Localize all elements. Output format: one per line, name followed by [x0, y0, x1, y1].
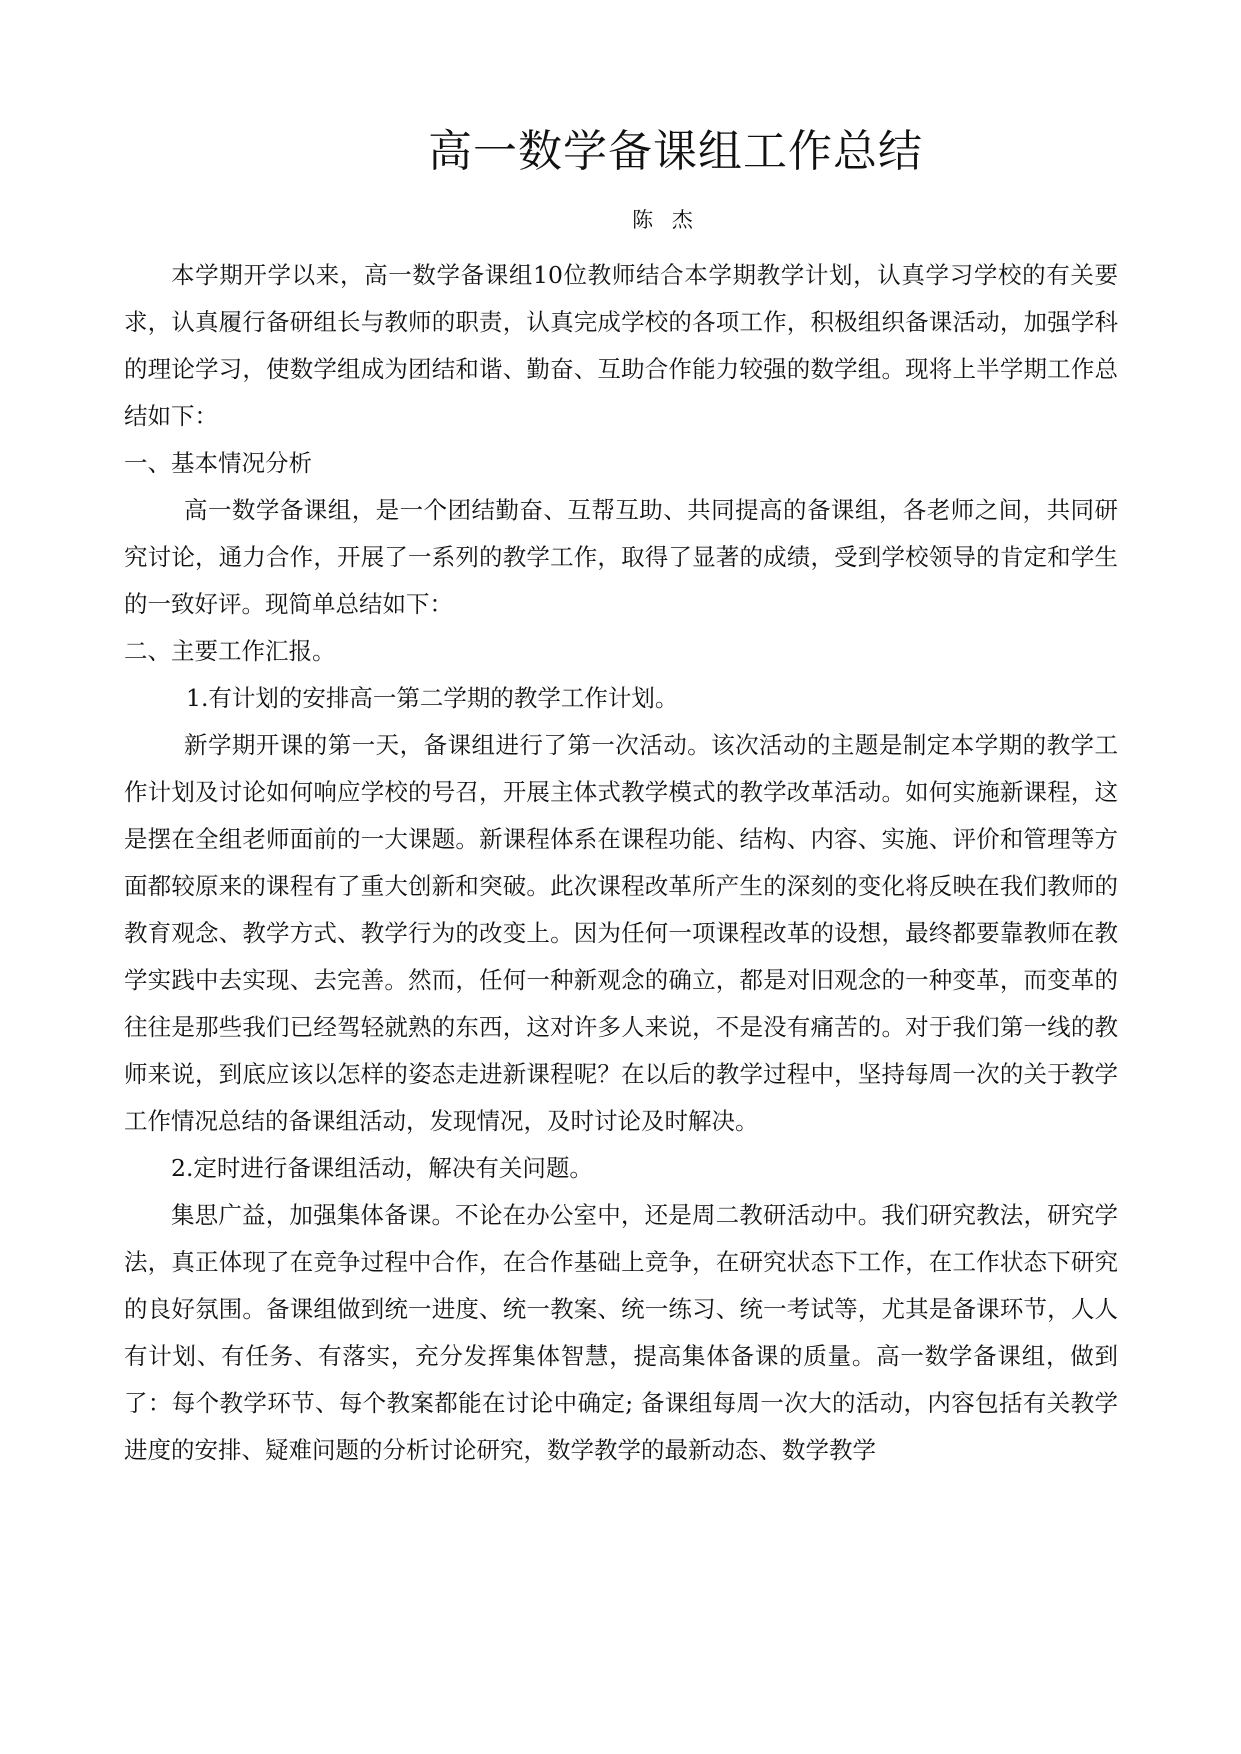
paragraph-basic-situation: 高一数学备课组，是一个团结勤奋、互帮互助、共同提高的备课组，各老师之间，共同研究讨论，通力合作，开展了一系列的教学工作，取得了显著的成绩，受到学校领导的肯定和学生的一致好评。现简单总结如下：: [124, 496, 1118, 618]
paragraph-plan: 新学期开课的第一天，备课组进行了第一次活动。该次活动的主题是制定本学期的教学工作计划及讨论如何响应学校的号召，开展主体式教学模式的教学改革活动。如何实施新课程，这是摆在全组老师面前的一大课题。新课程体系在课程功能、结构、内容、实施、评价和管理等方面都较原来的课程有了重大创新和突破。此次课程改革所产生的深刻的变化将反映在我们教师的教育观念、教学方式、教学行为的改变上。因为任何一项课程改革的设想，最终都要靠教师在教学实践中去实现、去完善。然而，任何一种新观念的确立，都是对旧观念的一种变革，而变革的往往是那些我们已经驾轻就熟的东西，这对许多人来说，不是没有痛苦的。对于我们第一线的教师来说，到底应该以怎样的姿态走进新课程呢？在以后的教学过程中，坚持每周一次的关于教学工作情况总结的备课组活动，发现情况，及时讨论及时解决。: [124, 731, 1118, 1135]
document-body: [124, 252, 1118, 1474]
document-author: 陈 杰: [632, 208, 699, 232]
paragraph-collective-prep: 集思广益，加强集体备课。不论在办公室中，还是周二教研活动中。我们研究教法，研究学法，真正体现了在竞争过程中合作，在合作基础上竞争，在研究状态下工作，在工作状态下研究的良好氛围。备课组做到统一进度、统一教案、统一练习、统一考试等，尤其是备课环节，人人有计划、有任务、有落实，充分发挥集体智慧，提高集体备课的质量。高一数学备课组，做到了：每个教学环节、每个教案都能在讨论中确定; 备课组每周一次大的活动，内容包括有关教学进度的安排、疑难问题的分析讨论研究，数学教学的最新动态、数学教学: [124, 1201, 1118, 1464]
subheading-2: 2.定时进行备课组活动，解决有关问题。: [171, 1154, 593, 1182]
section-heading-2: 二、主要工作汇报。: [124, 637, 336, 665]
section-heading-1: 一、基本情况分析: [124, 449, 312, 477]
subheading-1: 1.有计划的安排高一第二学期的教学工作计划。: [186, 684, 679, 712]
document-title: 高一数学备课组工作总结: [428, 126, 923, 177]
paragraph-intro: 本学期开学以来，高一数学备课组10位教师结合本学期教学计划，认真学习学校的有关要求，认真履行备研组长与教师的职责，认真完成学校的各项工作，积极组织备课活动，加强学科的理论学习，使数学组成为团结和谐、勤奋、互助合作能力较强的数学组。现将上半学期工作总结如下：: [124, 261, 1118, 430]
